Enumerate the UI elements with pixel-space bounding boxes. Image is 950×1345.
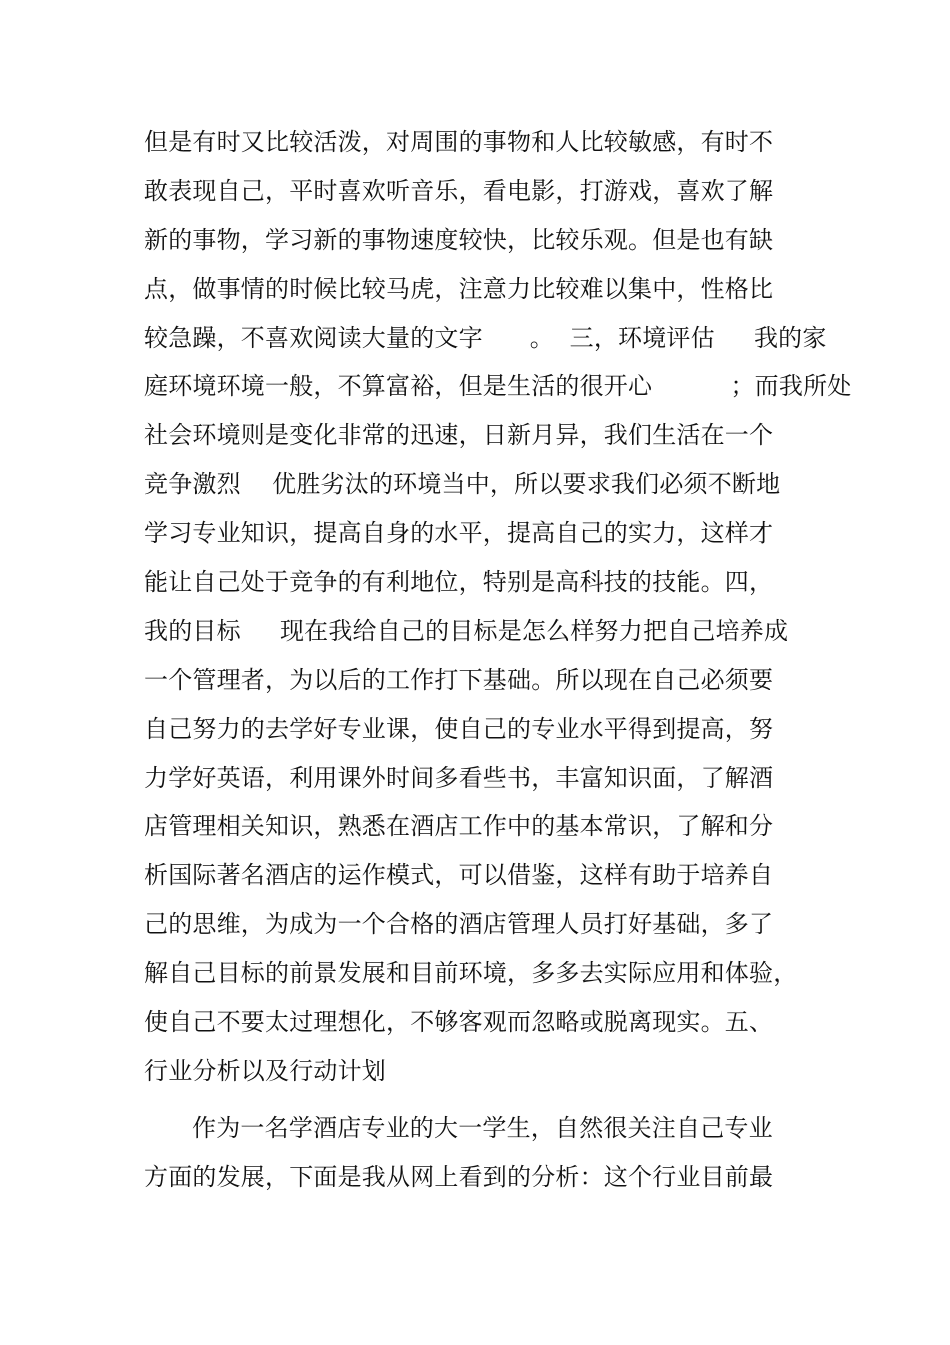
text-line: 作为一名学酒店专业的大一学生，自然很关注自己专业 (192, 1113, 773, 1142)
text-line: 析国际著名酒店的运作模式，可以借鉴，这样有助于培养自 (144, 861, 774, 890)
text-line: 竞争激烈 优胜劣汰的环境当中，所以要求我们必须不断地 (144, 470, 781, 499)
text-line: 我的目标 现在我给自己的目标是怎么样努力把自己培养成 (144, 616, 789, 645)
text-line: 使自己不要太过理想化，不够客观而忽略或脱离现实。五、 (144, 1008, 774, 1037)
paragraph-gap (144, 1100, 824, 1108)
text-line: 一个管理者，为以后的工作打下基础。所以现在自己必须要 (144, 665, 774, 694)
text-line: 己的思维，为成为一个合格的酒店管理人员打好基础，多了 (144, 910, 774, 939)
text-line: 能让自己处于竞争的有利地位，特别是高科技的技能。四， (144, 568, 774, 597)
text-line: 解自己目标的前景发展和目前环境，多多去实际应用和体验， (144, 959, 798, 988)
text-line: 点，做事情的时候比较马虎，注意力比较难以集中，性格比 (144, 274, 774, 303)
text-line: 新的事物，学习新的事物速度较快，比较乐观。但是也有缺 (144, 225, 774, 254)
text-line: 方面的发展，下面是我从网上看到的分析：这个行业目前最 (144, 1162, 774, 1191)
text-line: 学习专业知识，提高自身的水平，提高自己的实力，这样才 (144, 519, 774, 548)
text-line: 较急躁，不喜欢阅读大量的文字 。 三，环境评估 我的家 (144, 323, 827, 352)
text-line: 庭环境环境一般，不算富裕，但是生活的很开心 ；而我所处 (144, 372, 852, 401)
document-body (144, 122, 852, 1206)
text-line: 力学好英语，利用课外时间多看些书，丰富知识面，了解酒 (144, 763, 774, 792)
text-line: 社会环境则是变化非常的迅速，日新月异，我们生活在一个 (144, 421, 774, 450)
text-line: 自己努力的去学好专业课，使自己的专业水平得到提高，努 (144, 714, 774, 743)
text-line: 店管理相关知识，熟悉在酒店工作中的基本常识，了解和分 (144, 812, 774, 841)
section-heading: 行业分析以及行动计划 (144, 1056, 386, 1085)
text-line: 但是有时又比较活泼，对周围的事物和人比较敏感，有时不 (144, 128, 774, 156)
text-line: 敢表现自己，平时喜欢听音乐，看电影，打游戏，喜欢了解 (144, 176, 774, 205)
